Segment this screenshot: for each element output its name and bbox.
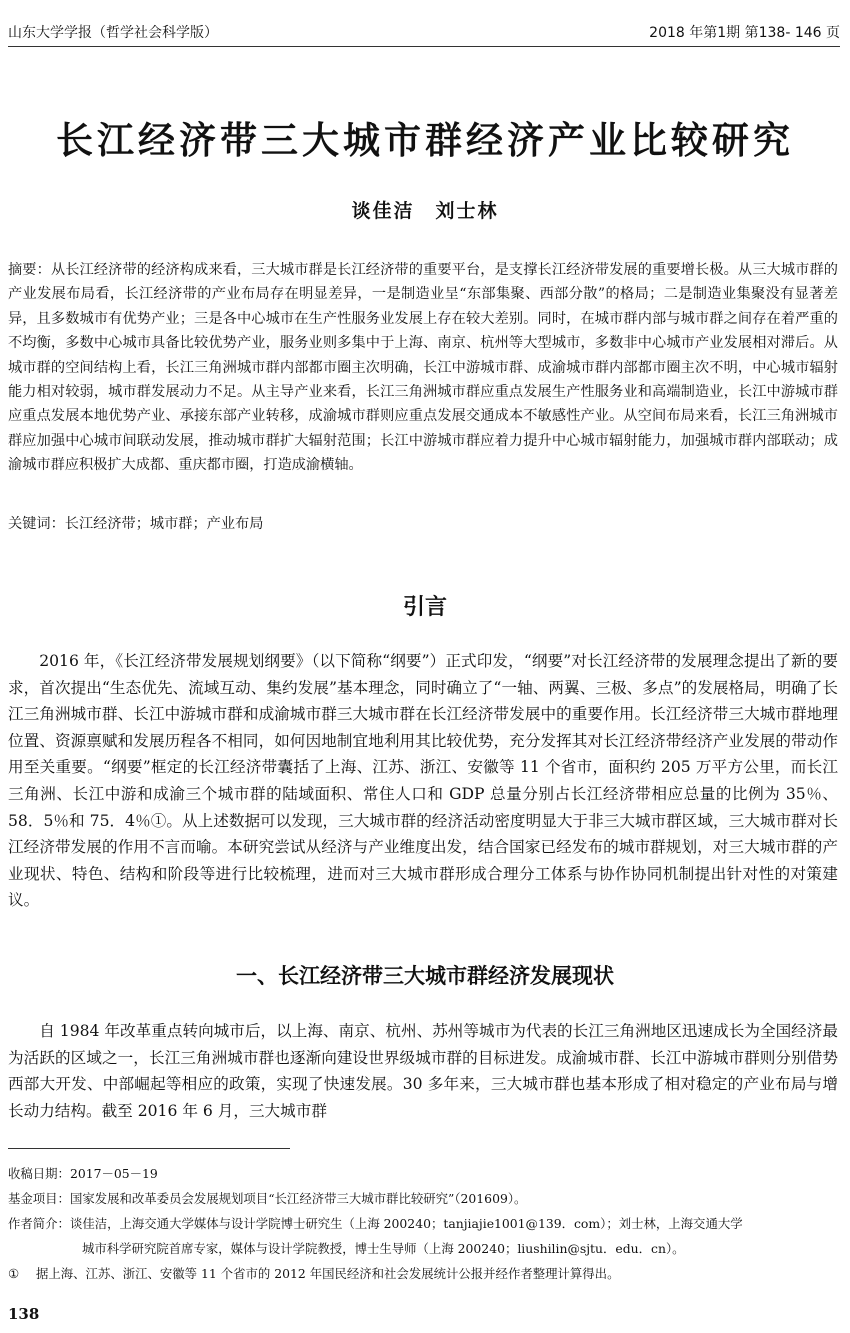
- section1-heading: 一、长江经济带三大城市群经济发展现状: [236, 964, 614, 988]
- fund-text: 国家发展和改革委员会发展规划项目“长江经济带三大城市群比较研究”（201609）。: [69, 1191, 527, 1206]
- footnote-rule: [8, 1148, 290, 1149]
- page-number: 138: [8, 1305, 40, 1323]
- journal-name: 山东大学学报（哲学社会科学版）: [8, 25, 218, 41]
- footnote-fund: [8, 1187, 838, 1212]
- author-label: 作者简介：: [8, 1216, 70, 1231]
- footnote-received: [8, 1162, 838, 1187]
- note-text: 据上海、江苏、浙江、安徽等 11 个省市的 2012 年国民经济和社会发展统计公报并经作者整理计算得出。: [36, 1266, 620, 1281]
- note-mark: ①: [8, 1266, 20, 1281]
- issue-pages: 2018 年第1期 第138- 146 页: [649, 25, 840, 41]
- header-rule: [8, 46, 840, 47]
- received-date: 2017－05－19: [69, 1166, 158, 1181]
- footnote-author: [8, 1212, 838, 1261]
- fund-label: 基金项目：: [8, 1191, 70, 1206]
- author-line1: 谈佳洁，上海交通大学媒体与设计学院博士研究生（上海 200240；tanjiajie1001@139．com）；刘士林，上海交通大学: [69, 1216, 743, 1231]
- author-line2: 城市科学研究院首席专家，媒体与设计学院教授，博士生导师（上海 200240；liushilin@sjtu．edu．cn）。: [82, 1240, 685, 1256]
- section1-paragraph: 自 1984 年改革重点转向城市后，以上海、南京、杭州、苏州等城市为代表的长江三角洲地区迅速成长为全国经济最为活跃的区域之一，长江三角洲城市群也逐渐向建设世界级城市群的目标进发。成渝城市群、长江中游城市群则分别借势西部大开发、中部崛起等相应的政策，实现了快速发展。30 多年来，三大城市群也基本形成了相对稳定的产业布局与增长动力结构。截至 2016 年 6 月，三大城市群: [8, 1022, 838, 1120]
- intro-heading: 引言: [402, 595, 447, 620]
- running-header: [8, 18, 840, 46]
- abstract: [8, 258, 838, 478]
- keywords-text: 长江经济带；城市群；产业布局: [64, 516, 264, 532]
- footnote-note: [8, 1262, 838, 1287]
- intro-paragraph: 2016 年，《长江经济带发展规划纲要》（以下简称“纲要”）正式印发，“纲要”对长江经济带的发展理念提出了新的要求，首次提出“生态优先、流域互动、集约发展”基本理念，同时确立了“一轴、两翼、三极、多点”的发展格局，明确了长江三角洲城市群、长江中游城市群和成渝城市群三大城市群在长江经济带发展中的重要作用。长江经济带三大城市群地理位置、资源禀赋和发展历程各不相同，如何因地制宜地利用其比较优势，充分发挥其对长江经济带经济产业发展的带动作用至关重要。“纲要”框定的长江经济带囊括了上海、江苏、浙江、安徽等 11 个省市，面积约 205 万平方公里，而长江三角洲、长江中游和成渝三个城市群的陆域面积、常住人口和 GDP 总量分别占长江经济带相应总量的比例为 35％、58．5％和 75．4％①。从上述数据可以发现，三大城市群的经济活动密度明显大于非三大城市群区域，三大城市群对长江经济带发展的作用不言而喻。本研究尝试从经济与产业维度出发，结合国家已经发布的城市群规划，对三大城市群的产业现状、特色、结构和阶段等进行比较梳理，进而对三大城市群形成合理分工体系与协作协同机制提出针对性的对策建议。: [8, 652, 838, 910]
- keywords: [8, 512, 838, 536]
- abstract-label: 摘要：: [8, 262, 51, 278]
- authors: 谈佳洁 刘士林: [351, 200, 499, 222]
- abstract-text: 从长江经济带的经济构成来看，三大城市群是长江经济带的重要平台，是支撑长江经济带发展的重要增长极。从三大城市群的产业发展布局看，长江经济带的产业布局存在明显差异，一是制造业呈“东部集聚、西部分散”的格局；二是制造业集聚没有显著差异，且多数城市有优势产业；三是各中心城市在生产性服务业发展上存在较大差别。同时，在城市群内部与城市群之间存在着严重的不均衡，多数中心城市具备比较优势产业，服务业则多集中于上海、南京、杭州等大型城市，多数非中心城市产业发展相对滞后。从城市群的空间结构上看，长江三角洲城市群内部都市圈主次明确，长江中游城市群、成渝城市群内部都市圈主次不明，中心城市辐射能力相对较弱，城市群发展动力不足。从主导产业来看，长江三角洲城市群应重点发展生产性服务业和高端制造业，长江中游城市群应重点发展本地优势产业、承接东部产业转移，成渝城市群则应重点发展交通成本不敏感性产业。从空间布局来看，长江三角洲城市群应加强中心城市间联动发展，推动城市群扩大辐射范围；长江中游城市群应着力提升中心城市辐射能力，加强城市群内部联动；成渝城市群应积极扩大成都、重庆都市圈，打造成渝横轴。: [8, 262, 838, 474]
- keywords-label: 关键词：: [8, 516, 65, 532]
- received-label: 收稿日期：: [8, 1166, 70, 1181]
- paper-title: 长江经济带三大城市群经济产业比较研究: [56, 119, 794, 162]
